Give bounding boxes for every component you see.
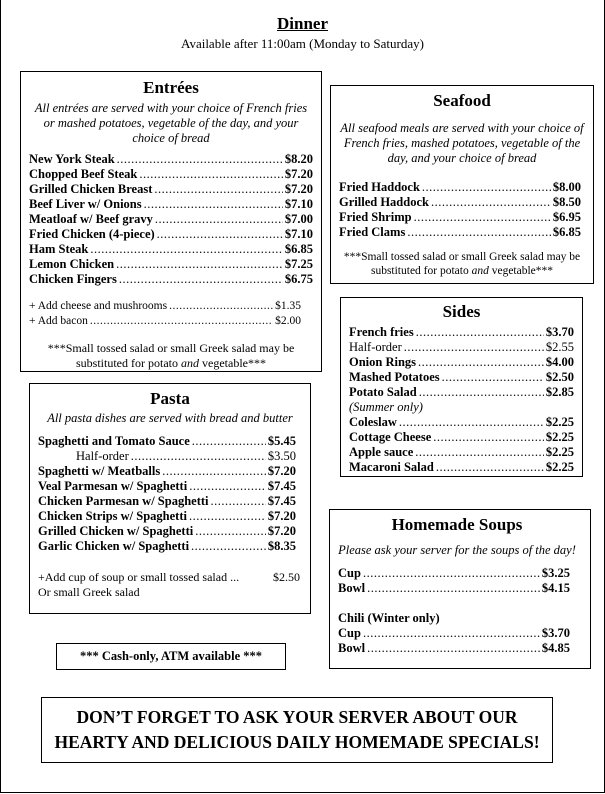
menu-item: Chicken Strips w/ Spaghetti ..... $7.20 xyxy=(38,509,296,524)
soups-section xyxy=(329,509,591,669)
seafood-footer-note: ***Small tossed salad or small Greek salad may be substituted for potato and vegetable*** xyxy=(343,251,581,277)
menu-item: Meatloaf w/ Beef gravy ..... $7.00 xyxy=(29,212,313,227)
entrees-section xyxy=(20,71,322,372)
menu-item: Grilled Chicken w/ Spaghetti ..... $7.20 xyxy=(38,524,296,539)
menu-item: Half-order ..... $2.55 xyxy=(349,340,574,355)
menu-item: Bowl ..... $4.15 xyxy=(338,581,570,596)
entrees-title: Entrées xyxy=(143,78,199,97)
page-subtitle: Available after 11:00am (Monday to Saturday) xyxy=(181,36,424,51)
menu-item: Beef Liver w/ Onions ..... $7.10 xyxy=(29,197,313,212)
banner-line-1: DON’T FORGET TO ASK YOUR SERVER ABOUT OUR xyxy=(76,707,518,727)
pasta-addon-label: +Add cup of soup or small tossed salad ... xyxy=(38,570,240,584)
seafood-section xyxy=(330,85,594,284)
addon-item: + Add cheese and mushrooms ..... $1.35 xyxy=(29,299,301,314)
menu-item: Mashed Potatoes ..... $2.50 xyxy=(349,370,574,385)
seafood-note: All seafood meals are served with your choice of French fries, mashed potatoes, vegetable of the day, and your choice of bread xyxy=(340,121,584,165)
entrees-note: All entrées are served with your choice of French fries or mashed potatoes, vegetable of the day, and your choice of bread xyxy=(34,101,308,145)
menu-item: Chicken Parmesan w/ Spaghetti ..... $7.45 xyxy=(38,494,296,509)
pasta-section xyxy=(29,383,311,614)
menu-item: Onion Rings ..... $4.00 xyxy=(349,355,574,370)
seafood-title: Seafood xyxy=(433,91,491,110)
menu-item: Fried Shrimp ..... $6.95 xyxy=(339,210,581,225)
pasta-addon xyxy=(38,570,302,600)
summer-note: (Summer only) xyxy=(349,400,423,414)
entrees-footer-note: ***Small tossed salad or small Greek salad may be substituted for potato and vegetable*** xyxy=(47,341,295,370)
menu-item: Fried Haddock ..... $8.00 xyxy=(339,180,581,195)
menu-item: Macaroni Salad ..... $2.25 xyxy=(349,460,574,475)
menu-item: Bowl ..... $4.85 xyxy=(338,641,570,656)
menu-item: Garlic Chicken w/ Spaghetti ..... $8.35 xyxy=(38,539,296,554)
pasta-list xyxy=(38,434,302,554)
sides-list xyxy=(349,325,574,475)
soups-note: Please ask your server for the soups of the day! xyxy=(338,543,576,557)
specials-banner xyxy=(41,697,553,763)
pasta-addon-line2: Or small Greek salad xyxy=(38,585,140,599)
menu-item: Ham Steak ..... $6.85 xyxy=(29,242,313,257)
menu-item: Cup ..... $3.25 xyxy=(338,566,570,581)
menu-item: Spaghetti w/ Meatballs ..... $7.20 xyxy=(38,464,296,479)
seafood-list xyxy=(339,180,585,240)
page-title: Dinner xyxy=(277,14,328,33)
menu-item: Grilled Chicken Breast ..... $7.20 xyxy=(29,182,313,197)
pasta-addon-price: $2.50 xyxy=(273,570,300,584)
menu-item: Chicken Fingers ..... $6.75 xyxy=(29,272,313,287)
pasta-title: Pasta xyxy=(150,389,190,408)
menu-item: Lemon Chicken ..... $7.25 xyxy=(29,257,313,272)
menu-item: Fried Chicken (4-piece) ..... $7.10 xyxy=(29,227,313,242)
sides-section xyxy=(340,297,583,477)
banner-line-2: HEARTY AND DELICIOUS DAILY HOMEMADE SPECIALS! xyxy=(54,732,540,752)
soups-list xyxy=(338,566,576,596)
menu-item: Half-order ..... $3.50 xyxy=(38,449,296,464)
menu-item: Fried Clams ..... $6.85 xyxy=(339,225,581,240)
entrees-list xyxy=(29,152,313,287)
pasta-note: All pasta dishes are served with bread and butter xyxy=(47,411,293,425)
menu-item: Veal Parmesan w/ Spaghetti ..... $7.45 xyxy=(38,479,296,494)
menu-item: Cottage Cheese ..... $2.25 xyxy=(349,430,574,445)
entrees-addons xyxy=(29,299,313,329)
menu-item: Cup ..... $3.70 xyxy=(338,626,570,641)
chili-list xyxy=(338,626,576,656)
menu-item: Chopped Beef Steak ..... $7.20 xyxy=(29,167,313,182)
sides-title: Sides xyxy=(442,302,481,321)
addon-item: + Add bacon ..... $2.00 xyxy=(29,314,301,329)
menu-item: Grilled Haddock ..... $8.50 xyxy=(339,195,581,210)
menu-item: Coleslaw ..... $2.25 xyxy=(349,415,574,430)
cash-only-note: *** Cash-only, ATM available *** xyxy=(56,643,286,670)
soups-title: Homemade Soups xyxy=(391,515,523,534)
menu-item: New York Steak ..... $8.20 xyxy=(29,152,313,167)
menu-item: French fries ..... $3.70 xyxy=(349,325,574,340)
menu-item: Potato Salad ..... $2.85 xyxy=(349,385,574,400)
menu-item: Apple sauce ..... $2.25 xyxy=(349,445,574,460)
menu-item: Spaghetti and Tomato Sauce ..... $5.45 xyxy=(38,434,296,449)
chili-title: Chili (Winter only) xyxy=(338,611,440,625)
